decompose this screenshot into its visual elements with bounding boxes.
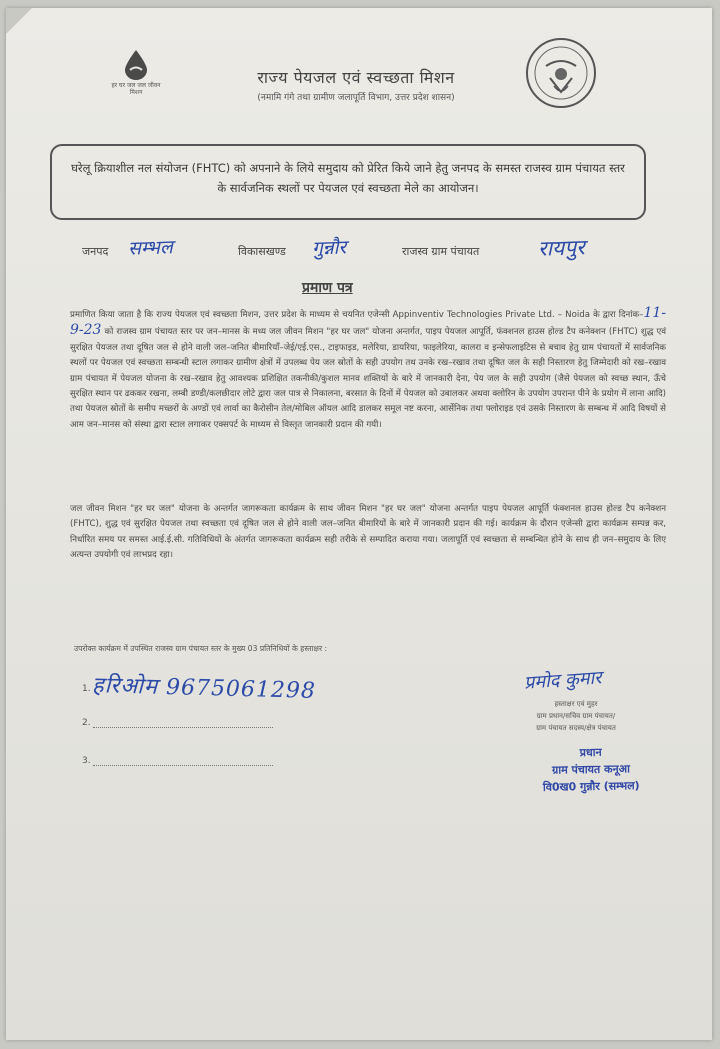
entry-number: 2. <box>82 718 91 728</box>
authority-designation <box>496 698 656 734</box>
stamp-line: प्रधान <box>579 745 602 760</box>
event-date: 11-9-23 <box>70 305 666 339</box>
gram-value: रायपुर <box>537 235 586 261</box>
signatory-entry-3 <box>82 756 273 766</box>
certificate-paragraph-2 <box>70 502 666 564</box>
mission-subtitle: (नमामि गंगे तथा ग्रामीण जलापूर्ति विभाग, उत्तर प्रदेश शासन) <box>257 93 455 103</box>
logo-caption: हर घर जल जल जीवन मिशन <box>111 82 161 96</box>
signatory-1-handwritten: हरिओम 9675061298 <box>91 673 317 704</box>
up-government-emblem <box>524 36 598 110</box>
district-value: सम्भल <box>127 236 174 260</box>
block-value: गुन्नौर <box>311 236 347 260</box>
official-stamp <box>516 743 667 797</box>
designation-line: हस्ताक्षर एवं मुहर <box>554 700 598 708</box>
block-label: विकासखण्ड <box>238 245 286 258</box>
entry-number: 3. <box>82 756 91 766</box>
stamp-line: ग्राम पंचायत कनूआ <box>551 762 631 777</box>
signatory-entry-1 <box>82 684 91 694</box>
paragraph-2-text: जल जीवन मिशन "हर घर जल" योजना के अन्तर्गत जागरूकता कार्यक्रम के साथ जीवन मिशन "हर घर जल" योजना अन्तर्गत पाइप पेयजल आपूर्ति फंक्शनल हाउस होल्ड टैप कनेक्शन (FHTC), शुद्ध एवं सुरक्षित पेयजल तथा स्वच्छता एवं दूषित जल से होने वाली जल–जनित बीमारियों के बारे में जानकारी प्रदान की गई। कार्यक्रम के दौरान एजेन्सी द्वारा कार्यक्रम सम्पन्न कर, निर्धारित समय पर समस्त आई.ई.सी. गतिविधियों के अंतर्गत जागरूकता कार्यक्रम सही तरीके से सम्पादित कराया गया। जलापूर्ति एवं स्वच्छता से सम्बन्धित होने के साथ ही जन–समुदाय के लिए अत्यन्त उपयोगी एवं लाभप्रद रहा। <box>70 504 666 561</box>
paragraph-1-text-a: प्रमाणित किया जाता है कि राज्य पेयजल एवं स्वच्छता मिशन, उत्तर प्रदेश के माध्यम से चयनित एजेन्सी Appinventiv Technologies Private Ltd. – Noida के द्वारा दिनांक– <box>70 310 644 320</box>
gram-label: राजस्व ग्राम पंचायत <box>402 245 480 258</box>
signature-line <box>93 765 273 766</box>
authority-signature: प्रमोद कुमार <box>523 667 603 694</box>
signature-line <box>93 727 273 728</box>
signatories-note: उपरोक्त कार्यक्रम में उपस्थित राजस्व ग्राम पंचायत स्तर के मुख्य 03 प्रतिनिधियों के हस्ताक्षर : <box>74 644 328 653</box>
water-drop-icon <box>121 48 151 80</box>
certificate-paragraph-1 <box>70 306 666 433</box>
designation-line: ग्राम पंचायत सदस्य/क्षेत्र पंचायत <box>536 724 616 732</box>
certificate-heading: प्रमाण पत्र <box>302 280 353 296</box>
district-label: जनपद <box>82 245 109 258</box>
har-ghar-jal-logo <box>106 48 166 108</box>
designation-line: ग्राम प्रधान/सचिव ग्राम पंचायत/ <box>536 712 616 720</box>
signatory-entry-2 <box>82 718 273 728</box>
folded-corner <box>6 8 32 34</box>
entry-number: 1. <box>82 684 91 694</box>
paragraph-1-text-b: को राजस्व ग्राम पंचायत स्तर पर जन–मानस के मध्य जल जीवन मिशन "हर घर जल" योजना अन्तर्गत, पाइप पेयजल आपूर्ति, फंक्शनल हाउस होल्ड टैप कनेक्शन (FHTC) शुद्ध एवं सुरक्षित पेयजल तथा दूषित जल से होने वाली जल–जनित बीमारियाँ–जेई/एई.एस., टाइफाइड, मलेरिया, डायरिया, फाइलेरिया, कालरा व इन्सेफलाइटिस से बचाव हेतु ग्राम पंचायतों में सार्वजनिक स्थलों पर पेयजल एवं स्वच्छता सम्बन्धी स्टाल लगाकर ग्रामीण क्षेत्रों में उपलब्ध पेय जल स्रोतों के सही उपयोग तथ उनके रख–रखाव तथा दूषित जल के सही निस्तारण हेतु जिम्मेदारी को रख–रखाव ग्राम पंचायत में पेयजल योजना के रख–रखाव हेतु आवश्यक प्रशिक्षित तकनीकी/कुशल मानव शक्तियों के बारे में जानकारी देना, पेय जल के सही उपयोग (जैसे पेयजल को स्वच्छ स्थान, ऊँचे सुरक्षित स्थान पर ढककर रखना, लम्बी डण्डी/कलछीदार लोटे द्वारा जल पात्र से निकालना, बरसात के दिनों में पेयजल को उबालकर अथवा क्लोरिन के उपयोग उपरान्त पीने के प्रयोग में लाना आदि) तथा पेयजल स्रोतों के समीप मच्छरों के अण्डों एवं लार्वा का कैरोसीन तेल/मोबिल ऑयल आदि डालकर समूल नष्ट करना, आर्सेनिक तथा फ्लोराइड एवं उसके निस्तारण के सम्बन्ध में आदि विषयों से आम जन–मानस को संस्था द्वारा स्टाल लगाकर एक्सपर्ट के माध्यम से विस्तृत जानकारी प्रदान की गयी। <box>70 327 666 430</box>
location-row <box>82 234 642 264</box>
banner-text: घरेलू क्रियाशील नल संयोजन (FHTC) को अपनाने के लिये समुदाय को प्रेरित किये जाने हेतु जनपद के समस्त राजस्व ग्राम पंचायत स्तर के सार्वजनिक स्थलों पर पेयजल एवं स्वच्छता मेले का आयोजन। <box>71 161 625 195</box>
mission-title: राज्य पेयजल एवं स्वच्छता मिशन <box>257 68 455 87</box>
stamp-line: वि0ख0 गुन्नौर (सम्भल) <box>542 779 640 794</box>
event-banner <box>50 144 646 220</box>
document-page <box>6 8 712 1040</box>
